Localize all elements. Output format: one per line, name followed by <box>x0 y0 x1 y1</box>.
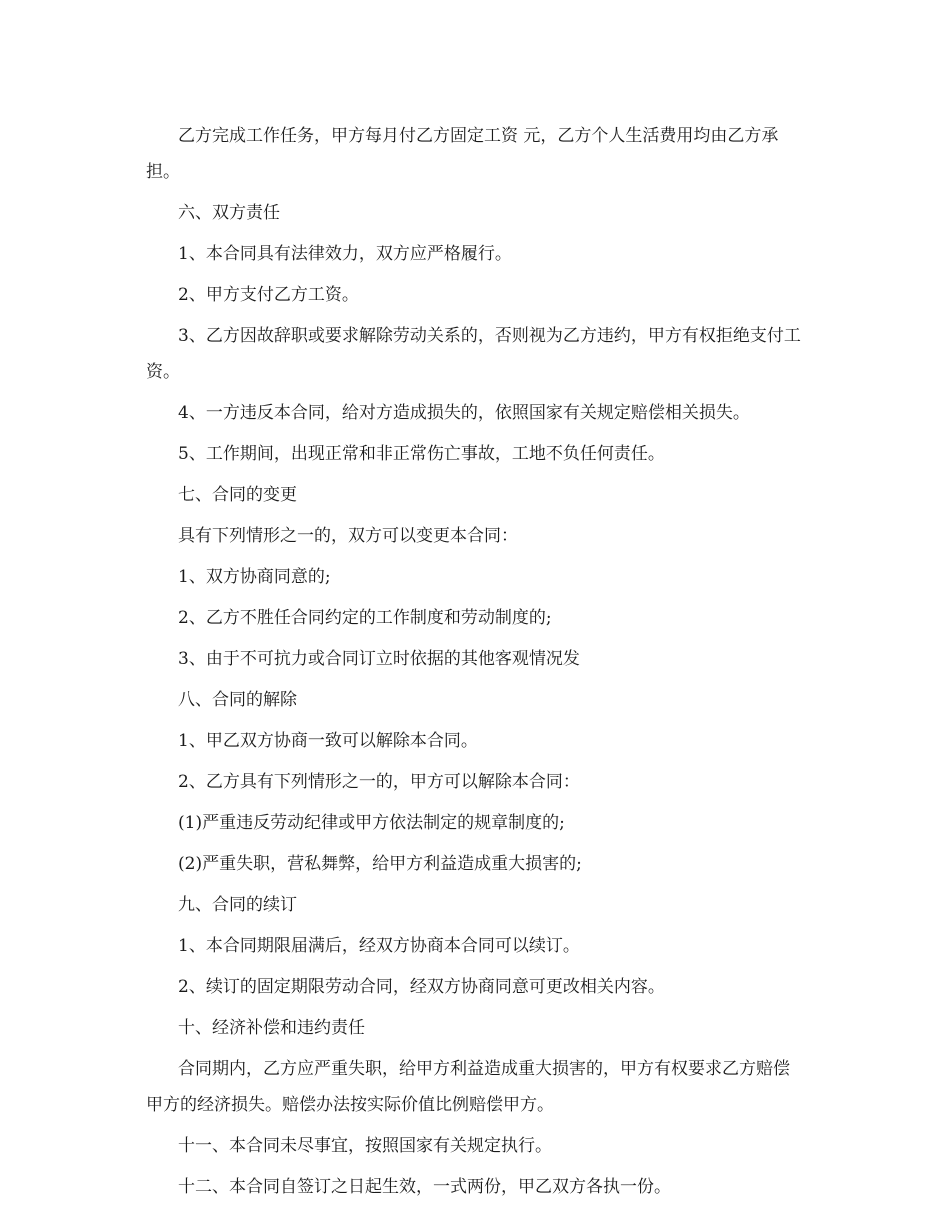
paragraph-6-4: 4、一方违反本合同，给对方造成损失的，依照国家有关规定赔偿相关损失。 <box>178 403 750 423</box>
paragraph-6-3: 3、乙方因故辞职或要求解除劳动关系的，否则视为乙方违约，甲方有权拒绝支付工资。 <box>146 326 801 382</box>
paragraph-salary: 乙方完成工作任务，甲方每月付乙方固定工资 元，乙方个人生活费用均由乙方承担。 <box>146 126 779 182</box>
paragraph-7-2: 2、乙方不胜任合同约定的工作制度和劳动制度的; <box>178 608 552 628</box>
paragraph-8-1: 1、甲乙双方协商一致可以解除本合同。 <box>178 731 478 751</box>
paragraph-7-1: 1、双方协商同意的; <box>178 567 331 587</box>
heading-section-10: 十、经济补偿和违约责任 <box>178 1018 365 1038</box>
paragraph-7-intro: 具有下列情形之一的，双方可以变更本合同： <box>178 526 518 546</box>
paragraph-9-2: 2、续订的固定期限劳动合同，经双方协商同意可更改相关内容。 <box>178 977 665 997</box>
paragraph-6-2: 2、甲方支付乙方工资。 <box>178 285 359 305</box>
heading-section-6: 六、双方责任 <box>178 203 280 223</box>
paragraph-section-11: 十一、本合同未尽事宜，按照国家有关规定执行。 <box>178 1136 552 1156</box>
paragraph-8-2-1: (1)严重违反劳动纪律或甲方依法制定的规章制度的; <box>178 813 565 833</box>
paragraph-6-5: 5、工作期间，出现正常和非正常伤亡事故，工地不负任何责任。 <box>178 444 665 464</box>
heading-section-7: 七、合同的变更 <box>178 485 297 505</box>
paragraph-8-2: 2、乙方具有下列情形之一的，甲方可以解除本合同： <box>178 772 580 792</box>
heading-section-9: 九、合同的续订 <box>178 895 297 915</box>
paragraph-9-1: 1、本合同期限届满后，经双方协商本合同可以续订。 <box>178 936 580 956</box>
paragraph-7-3: 3、由于不可抗力或合同订立时依据的其他客观情况发 <box>178 649 580 669</box>
paragraph-10-1: 合同期内，乙方应严重失职，给甲方利益造成重大损害的，甲方有权要求乙方赔偿甲方的经济损失。赔偿办法按实际价值比例赔偿甲方。 <box>146 1059 790 1115</box>
document-body <box>146 118 806 1205</box>
paragraph-6-1: 1、本合同具有法律效力，双方应严格履行。 <box>178 244 512 264</box>
paragraph-8-2-2: (2)严重失职，营私舞弊，给甲方利益造成重大损害的; <box>178 854 582 874</box>
paragraph-section-12: 十二、本合同自签订之日起生效，一式两份，甲乙双方各执一份。 <box>178 1177 671 1197</box>
heading-section-8: 八、合同的解除 <box>178 690 297 710</box>
